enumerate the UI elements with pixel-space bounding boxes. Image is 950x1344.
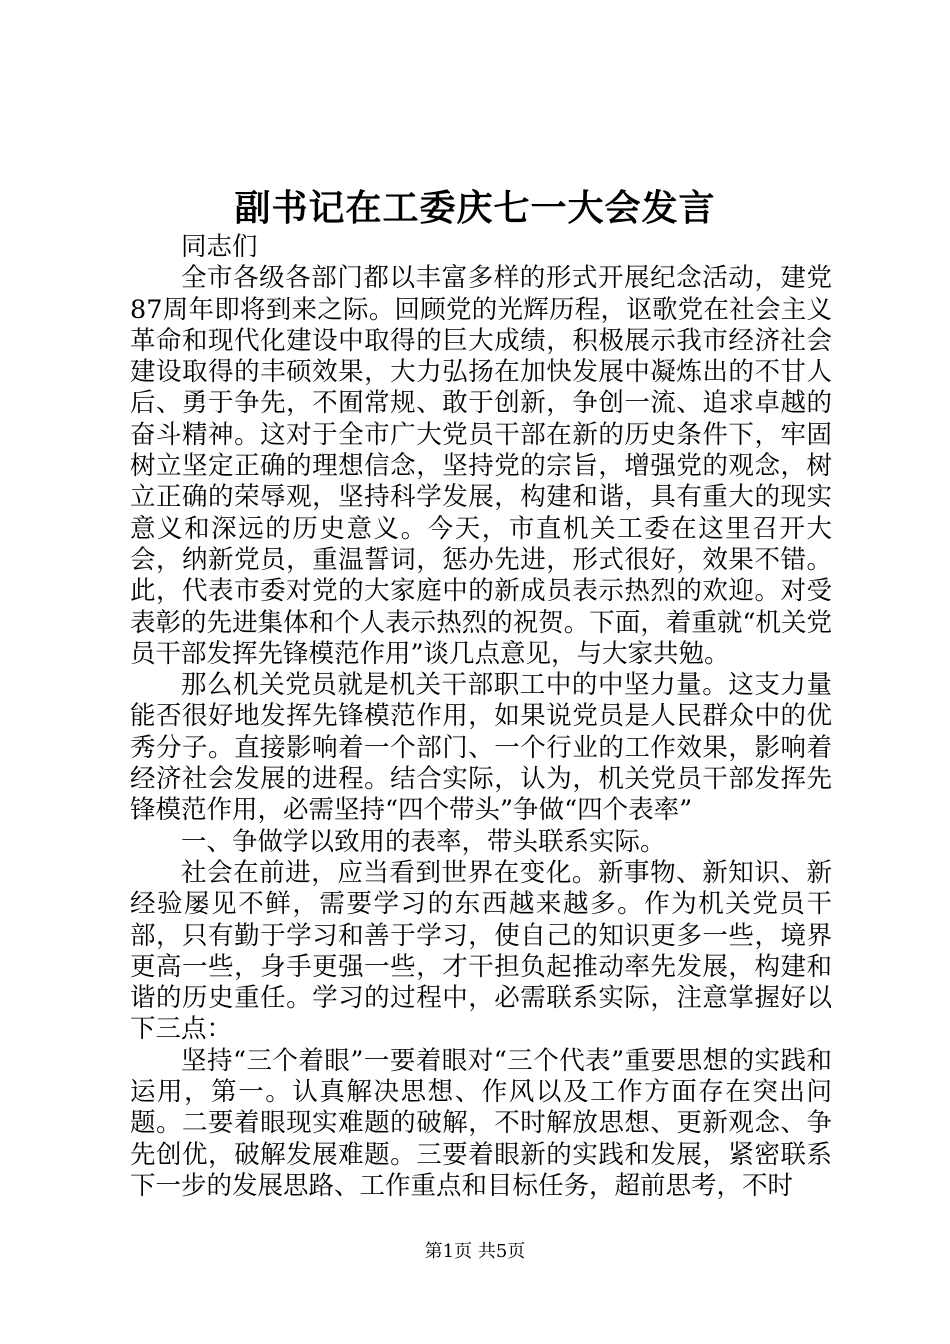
page-number-footer: 第1页 共5页	[424, 1241, 526, 1262]
section-heading-1: 一、争做学以致用的表率，带头联系实际。	[181, 826, 666, 857]
paragraph-salutation: 同志们	[181, 232, 258, 262]
document-body	[130, 232, 832, 1202]
paragraph-intro: 全市各级各部门都以丰富多样的形式开展纪念活动，建党87周年即将到来之际。回顾党的光辉历程，讴歌党在社会主义革命和现代化建设中取得的巨大成绩，积极展示我市经济社会建设取得的丰硕效果，大力弘扬在加快发展中凝炼出的不甘人后、勇于争先，不囿常规、敢于创新，争创一流、追求卓越的奋斗精神。这对于全市广大党员干部在新的历史条件下，牢固树立坚定正确的理想信念，坚持党的宗旨，增强党的观念，树立正确的荣辱观，坚持科学发展，构建和谐，具有重大的现实意义和深远的历史意义。今天，市直机关工委在这里召开大会，纳新党员，重温誓词，惩办先进，形式很好，效果不错。此，代表市委对党的大家庭中的新成员表示热烈的欢迎。对受表彰的先进集体和个人表示热烈的祝贺。下面，着重就“机关党员干部发挥先锋模范作用”谈几点意见，与大家共勉。	[130, 263, 832, 669]
paragraph-role: 那么机关党员就是机关干部职工中的中坚力量。这支力量能否很好地发挥先锋模范作用，如果说党员是人民群众中的优秀分子。直接影响着一个部门、一个行业的工作效果，影响着经济社会发展的进程。结合实际，认为，机关党员干部发挥先锋模范作用，必需坚持“四个带头”争做“四个表率”	[130, 670, 832, 826]
paragraph-three-focus: 坚持“三个着眼”一要着眼对“三个代表”重要思想的实践和运用，第一。认真解决思想、作风以及工作方面存在突出问题。二要着眼现实难题的破解，不时解放思想、更新观念、争先创优，破解发展难题。三要着眼新的实践和发展，紧密联系下一步的发展思路、工作重点和目标任务，超前思考，不时	[130, 1045, 832, 1201]
paragraph-learning: 社会在前进，应当看到世界在变化。新事物、新知识、新经验屡见不鲜，需要学习的东西越来越多。作为机关党员干部，只有勤于学习和善于学习，使自己的知识更多一些，境界更高一些，身手更强一些，才干担负起推动率先发展，构建和谐的历史重任。学习的过程中，必需联系实际，注意掌握好以下三点：	[130, 857, 832, 1045]
document-title: 副书记在工委庆七一大会发言	[234, 187, 716, 229]
